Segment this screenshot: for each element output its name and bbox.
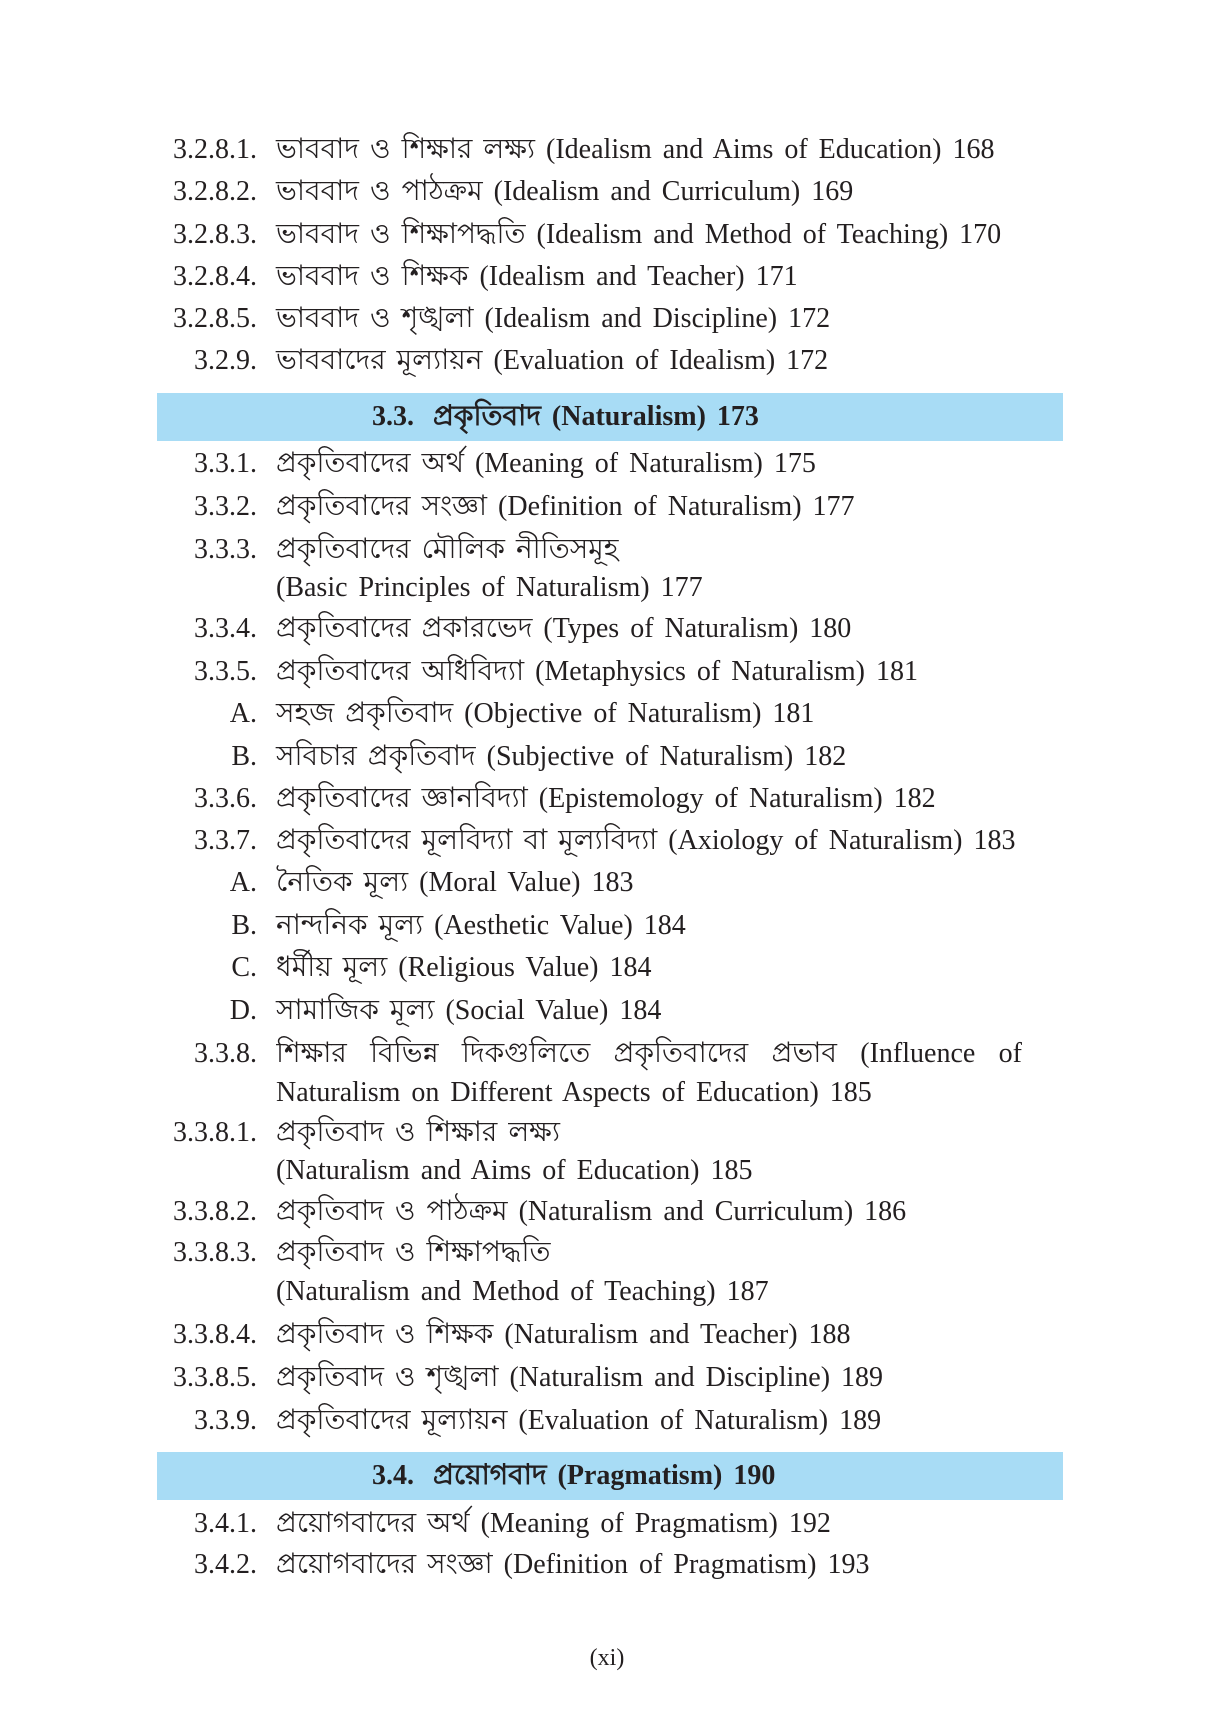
entry-title: ভাববাদ ও পাঠক্রম (Idealism and Curriculum) 169 <box>276 176 854 208</box>
entry-number: 3.4.1. <box>194 1507 257 1539</box>
entry-number: 3.3. <box>372 401 414 433</box>
entry-title: প্রকৃতিবাদের অর্থ (Meaning of Naturalism) 175 <box>276 447 816 479</box>
entry-number: B. <box>231 741 257 773</box>
toc-entry <box>0 864 1214 902</box>
entry-number: 3.3.8.1. <box>173 1116 257 1148</box>
entry-number: 3.2.8.2. <box>173 176 257 208</box>
entry-title: সবিচার প্রকৃতিবাদ (Subjective of Naturalism) 182 <box>276 741 847 773</box>
toc-entry-continuation <box>0 1152 1214 1190</box>
entry-number: 3.3.8.5. <box>173 1361 257 1393</box>
toc-entry <box>0 992 1214 1030</box>
entry-number: C. <box>231 952 257 984</box>
entry-title: প্রয়োগবাদ (Pragmatism) 190 <box>433 1460 776 1492</box>
entry-number: 3.2.8.3. <box>173 219 257 251</box>
toc-entry <box>0 131 1214 169</box>
entry-number: 3.3.8. <box>194 1038 257 1070</box>
toc-entry <box>0 1114 1214 1152</box>
toc-entry <box>0 1402 1214 1440</box>
entry-title: প্রকৃতিবাদ ও পাঠক্রম (Naturalism and Curriculum) 186 <box>276 1196 907 1228</box>
entry-title-line2: (Naturalism and Aims of Education) 185 <box>276 1155 753 1187</box>
entry-title: ভাববাদের মূল্যায়ন (Evaluation of Idealism) 172 <box>276 345 829 376</box>
entry-title: প্রকৃতিবাদের জ্ঞানবিদ্যা (Epistemology of Naturalism) 182 <box>276 783 936 815</box>
entry-title: শিক্ষার বিভিন্ন দিকগুলিতে প্রকৃতিবাদের প্রভাব (Influence of <box>276 1038 1022 1070</box>
toc-entry <box>0 1359 1214 1397</box>
entry-title: প্রয়োগবাদের সংজ্ঞা (Definition of Pragmatism) 193 <box>276 1549 870 1581</box>
entry-number: 3.3.6. <box>194 783 257 815</box>
entry-number: 3.2.9. <box>194 345 257 376</box>
entry-number: 3.4. <box>372 1460 414 1492</box>
entry-number: 3.3.8.4. <box>173 1318 257 1350</box>
entry-number: 3.2.8.1. <box>173 134 257 166</box>
entry-title: ভাববাদ ও শিক্ষক (Idealism and Teacher) 171 <box>276 261 798 293</box>
toc-entry <box>0 949 1214 987</box>
entry-title: সহজ প্রকৃতিবাদ (Objective of Naturalism) 181 <box>276 698 815 730</box>
toc-entry-continuation <box>0 1273 1214 1311</box>
toc-entry <box>0 1316 1214 1354</box>
entry-number: 3.3.8.3. <box>173 1237 257 1269</box>
entry-title: প্রকৃতিবাদের মূলবিদ্যা বা মূল্যবিদ্যা (Axiology of Naturalism) 183 <box>276 825 1016 857</box>
entry-title: প্রকৃতিবাদ ও শৃঙ্খলা (Naturalism and Discipline) 189 <box>276 1361 884 1393</box>
entry-title-line2: (Basic Principles of Naturalism) 177 <box>276 572 703 604</box>
entry-number: 3.2.8.4. <box>173 261 257 293</box>
entry-title: প্রকৃতিবাদ (Naturalism) 173 <box>433 401 759 433</box>
toc-entry <box>0 822 1214 860</box>
entry-number: 3.3.5. <box>194 656 257 688</box>
toc-entry <box>0 1505 1214 1543</box>
toc-entry <box>0 258 1214 296</box>
toc-entry <box>0 610 1214 648</box>
entry-number: 3.2.8.5. <box>173 303 257 335</box>
toc-entry <box>0 738 1214 776</box>
entry-title: প্রকৃতিবাদের প্রকারভেদ (Types of Naturalism) 180 <box>276 613 852 645</box>
entry-title: প্রকৃতিবাদের অধিবিদ্যা (Metaphysics of Naturalism) 181 <box>276 656 918 688</box>
entry-title: ভাববাদ ও শিক্ষার লক্ষ্য (Idealism and Aims of Education) 168 <box>276 134 995 166</box>
entry-title: প্রয়োগবাদের অর্থ (Meaning of Pragmatism) 192 <box>276 1507 831 1539</box>
entry-title: ভাববাদ ও শৃঙ্খলা (Idealism and Discipline) 172 <box>276 303 831 335</box>
toc-entry <box>0 1546 1214 1584</box>
toc-entry <box>0 445 1214 483</box>
entry-number: 3.3.4. <box>194 613 257 645</box>
toc-entry <box>0 695 1214 733</box>
entry-title: নান্দনিক মূল্য (Aesthetic Value) 184 <box>276 910 686 942</box>
toc-entry-continuation <box>0 1074 1214 1112</box>
toc-entry <box>0 780 1214 818</box>
entry-number: B. <box>231 910 257 942</box>
entry-title-line2: Naturalism on Different Aspects of Education) 185 <box>276 1076 872 1108</box>
toc-entry <box>0 653 1214 691</box>
entry-number: 3.3.8.2. <box>173 1196 257 1228</box>
toc-entry <box>0 488 1214 526</box>
entry-number: 3.3.7. <box>194 825 257 857</box>
toc-entry <box>0 1035 1214 1073</box>
toc-entry <box>0 173 1214 211</box>
toc-entry <box>0 531 1214 569</box>
entry-number: A. <box>229 698 257 730</box>
entry-number: 3.4.2. <box>194 1549 257 1581</box>
toc-entry <box>0 342 1214 380</box>
entry-title: প্রকৃতিবাদের মৌলিক নীতিসমূহ <box>276 533 619 565</box>
entry-title: নৈতিক মূল্য (Moral Value) 183 <box>276 867 634 899</box>
entry-title: প্রকৃতিবাদ ও শিক্ষক (Naturalism and Teacher) 188 <box>276 1318 851 1350</box>
entry-title: সামাজিক মূল্য (Social Value) 184 <box>276 995 662 1027</box>
section-heading <box>157 393 1063 441</box>
entry-title: ধর্মীয় মূল্য (Religious Value) 184 <box>276 952 652 984</box>
toc-entry <box>0 907 1214 945</box>
entry-number: 3.3.9. <box>194 1404 257 1436</box>
section-heading <box>157 1452 1063 1500</box>
entry-title: ভাববাদ ও শিক্ষাপদ্ধতি (Idealism and Method of Teaching) 170 <box>276 219 1002 251</box>
entry-title: প্রকৃতিবাদ ও শিক্ষার লক্ষ্য <box>276 1116 560 1148</box>
toc-entry <box>0 1193 1214 1231</box>
toc-entry-continuation <box>0 569 1214 607</box>
entry-number: D. <box>229 995 257 1027</box>
entry-number: 3.3.1. <box>194 447 257 479</box>
entry-title-line2: (Naturalism and Method of Teaching) 187 <box>276 1275 769 1307</box>
entry-number: 3.3.3. <box>194 533 257 565</box>
entry-number: 3.3.2. <box>194 490 257 522</box>
toc-entry <box>0 300 1214 338</box>
entry-title: প্রকৃতিবাদ ও শিক্ষাপদ্ধতি <box>276 1237 551 1269</box>
entry-title: প্রকৃতিবাদের সংজ্ঞা (Definition of Naturalism) 177 <box>276 490 855 522</box>
toc-entry <box>0 1234 1214 1272</box>
entry-number: A. <box>229 867 257 899</box>
page-number: (xi) <box>589 1645 625 1671</box>
entry-title: প্রকৃতিবাদের মূল্যায়ন (Evaluation of Naturalism) 189 <box>276 1404 882 1436</box>
toc-entry <box>0 216 1214 254</box>
